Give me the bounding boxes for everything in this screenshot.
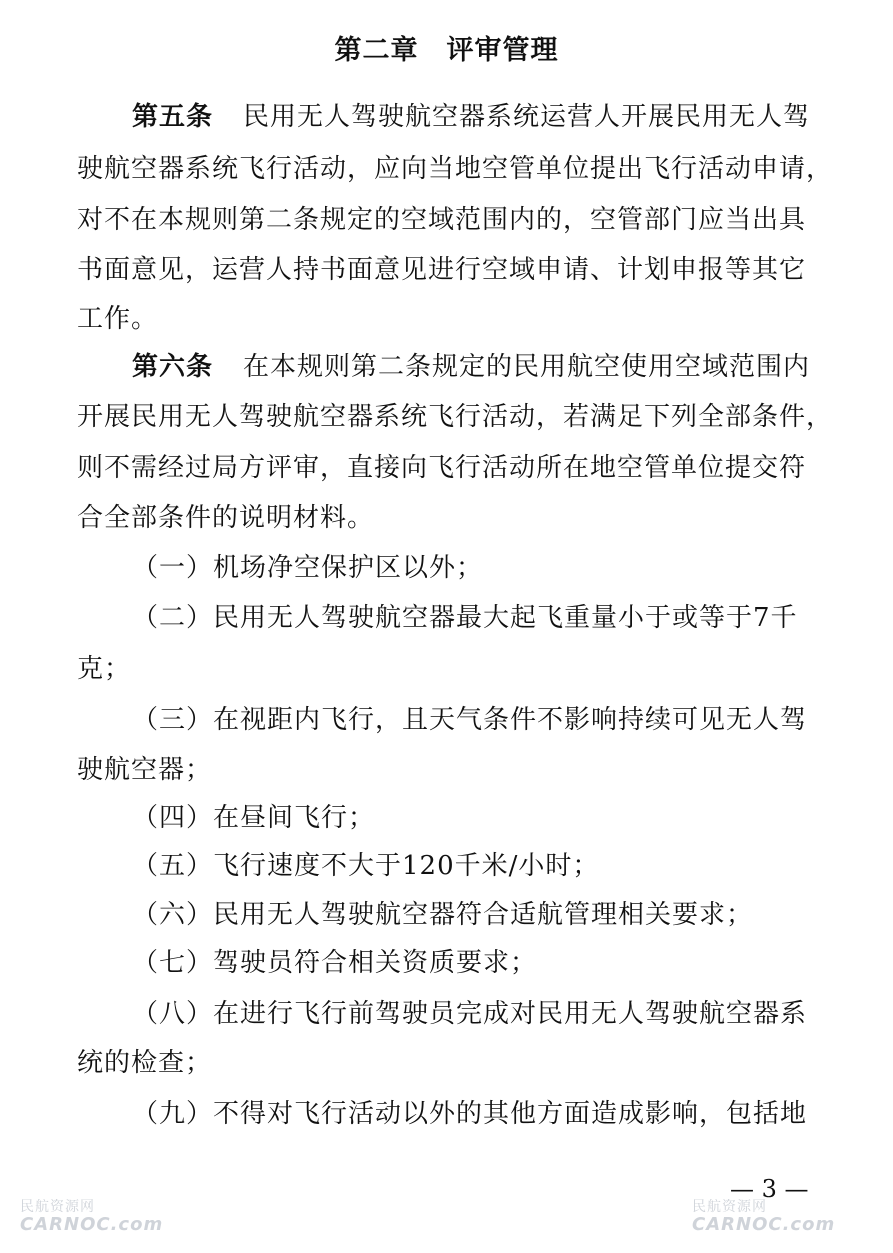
condition-4: （四）在昼间飞行；: [132, 803, 376, 833]
watermark-right-en: CARNOC.com: [692, 1214, 836, 1235]
watermark-left-en: CARNOC.com: [20, 1214, 164, 1235]
article-6-line-2: 开展民用无人驾驶航空器系统飞行活动，若满足下列全部条件，: [77, 402, 834, 432]
article-6-line-4: 合全部条件的说明材料。: [77, 503, 375, 533]
article-5-line-2: 驶航空器系统飞行活动，应向当地空管单位提出飞行活动申请，: [77, 154, 834, 184]
condition-2-cont: 克；: [77, 654, 132, 684]
watermark-left-cn: 民航资源网: [20, 1199, 95, 1215]
condition-9: （九）不得对飞行活动以外的其他方面造成影响，包括地: [132, 1099, 808, 1129]
watermark-right-cn: 民航资源网: [692, 1199, 767, 1215]
condition-7: （七）驾驶员符合相关资质要求；: [132, 948, 538, 978]
watermark-right: [692, 1196, 835, 1235]
condition-2: （二）民用无人驾驶航空器最大起飞重量小于或等于7千: [132, 603, 798, 633]
condition-8: （八）在进行飞行前驾驶员完成对民用无人驾驶航空器系: [132, 999, 808, 1029]
article-5-text-1: 民用无人驾驶航空器系统运营人开展民用无人驾: [243, 102, 811, 132]
watermark-left: [20, 1196, 163, 1235]
article-6-line-1: [132, 350, 810, 384]
article-6-text-1: 在本规则第二条规定的民用航空使用空域范围内: [243, 352, 811, 382]
page-number: — 3 —: [730, 1175, 809, 1203]
condition-5: （五）飞行速度不大于120千米/小时；: [132, 851, 600, 881]
article-6-line-3: 则不需经过局方评审，直接向飞行活动所在地空管单位提交符: [77, 453, 807, 483]
article-5-label: 第五条: [132, 102, 214, 132]
condition-6: （六）民用无人驾驶航空器符合适航管理相关要求；: [132, 900, 754, 930]
article-5-line-3: 对不在本规则第二条规定的空域范围内的，空管部门应当出具: [77, 205, 807, 235]
condition-3: （三）在视距内飞行，且天气条件不影响持续可见无人驾: [132, 705, 808, 735]
article-6-label: 第六条: [132, 352, 214, 382]
condition-3-cont: 驶航空器；: [77, 755, 213, 785]
article-5-line-4: 书面意见，运营人持书面意见进行空域申请、计划申报等其它: [77, 255, 807, 285]
chapter-heading: 第二章 评审管理: [334, 35, 559, 66]
article-5-line-1: [132, 100, 810, 134]
condition-8-cont: 统的检查；: [77, 1048, 213, 1078]
article-5-line-5: 工作。: [77, 304, 159, 334]
condition-1: （一）机场净空保护区以外；: [132, 553, 484, 583]
